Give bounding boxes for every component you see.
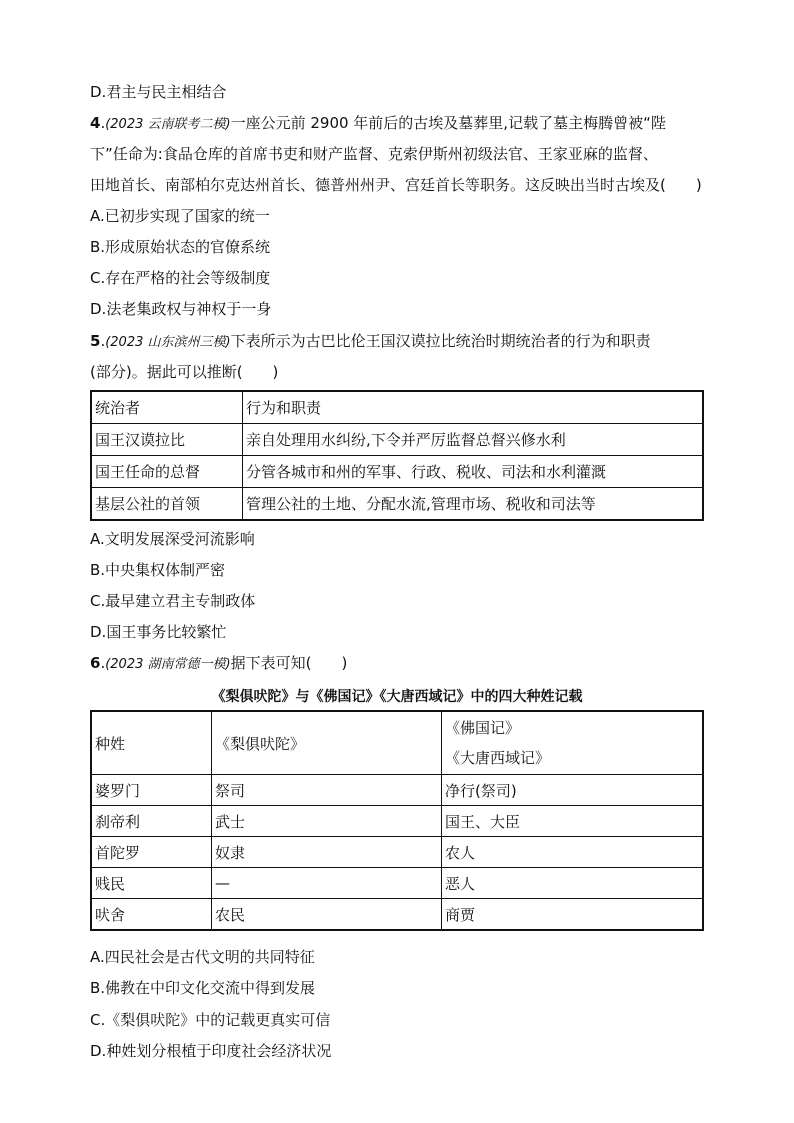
table-row <box>91 488 703 521</box>
q6-source: (2023 湖南常德一模) <box>105 657 231 672</box>
table-cell: 国王汉谟拉比 <box>91 424 243 456</box>
table-cell: 商贾 <box>442 899 704 931</box>
table-cell: — <box>212 868 442 899</box>
table-cell: 吠舍 <box>91 899 212 931</box>
q6-option-c: C.《梨俱吠陀》中的记载更真实可信 <box>90 1011 331 1029</box>
q4-stem-line1: 4.(2023 云南联考二模)一座公元前 2900 年前后的古埃及墓葬里,记载了墓主梅腾曾被“陛 <box>90 114 666 132</box>
table-row <box>91 424 703 456</box>
table-header-cell: 统治者 <box>91 391 243 424</box>
table-header-row <box>91 711 703 775</box>
q5-option-d: D.国王事务比较繁忙 <box>90 623 227 641</box>
q5-number: 5 <box>90 332 101 350</box>
q5-option-c: C.最早建立君主专制政体 <box>90 592 256 610</box>
q6-option-a: A.四民社会是古代文明的共同特征 <box>90 948 315 966</box>
table-header-cell-combined: 《佛国记》 《大唐西域记》 <box>442 711 704 775</box>
table-cell: 武士 <box>212 806 442 837</box>
table-cell: 国王任命的总督 <box>91 456 243 488</box>
q5-stem-line2: (部分)。据此可以推断( ) <box>90 363 279 381</box>
table-cell: 恶人 <box>442 868 704 899</box>
table-cell: 婆罗门 <box>91 775 212 806</box>
table-header-row <box>91 391 703 424</box>
q6-table-caption: 《梨俱吠陀》与《佛国记》《大唐西域记》中的四大种姓记载 <box>211 689 583 705</box>
q4-option-c: C.存在严格的社会等级制度 <box>90 269 271 287</box>
q6-number: 6 <box>90 654 101 672</box>
table-row <box>91 806 703 837</box>
table-cell: 亲自处理用水纠纷,下令并严厉监督总督兴修水利 <box>243 424 704 456</box>
table-header-cell: 《梨俱吠陀》 <box>212 711 442 775</box>
q4-option-b: B.形成原始状态的官僚系统 <box>90 238 271 256</box>
q4-option-a: A.已初步实现了国家的统一 <box>90 207 270 225</box>
table-cell: 首陀罗 <box>91 837 212 868</box>
q4-source: (2023 云南联考二模) <box>105 117 231 132</box>
table-header-cell: 种姓 <box>91 711 212 775</box>
table-cell: 贱民 <box>91 868 212 899</box>
q5-source: (2023 山东滨州三模) <box>105 335 231 350</box>
table-cell: 管理公社的土地、分配水流,管理市场、税收和司法等 <box>243 488 704 521</box>
table-cell: 农民 <box>212 899 442 931</box>
table-cell: 农人 <box>442 837 704 868</box>
table-cell: 国王、大臣 <box>442 806 704 837</box>
q5-option-b: B.中央集权体制严密 <box>90 561 226 579</box>
q6-table <box>90 710 704 931</box>
table-row <box>91 775 703 806</box>
q4-stem-line3: 田地首长、南部柏尔克达州首长、德普州州尹、宫廷首长等职务。这反映出当时古埃及( ) <box>90 176 702 194</box>
q4-option-d: D.法老集政权与神权于一身 <box>90 300 272 318</box>
table-header-cell: 行为和职责 <box>243 391 704 424</box>
q5-table <box>90 390 704 521</box>
table-row <box>91 837 703 868</box>
table-cell: 分管各城市和州的军事、行政、税收、司法和水利灌溉 <box>243 456 704 488</box>
table-cell: 祭司 <box>212 775 442 806</box>
table-cell: 刹帝利 <box>91 806 212 837</box>
prev-option-d: D.君主与民主相结合 <box>90 83 227 101</box>
q6-option-d: D.种姓划分根植于印度社会经济状况 <box>90 1042 332 1060</box>
q6-option-b: B.佛教在中印文化交流中得到发展 <box>90 979 316 997</box>
q4-stem-line2: 下”任命为:食品仓库的首席书吏和财产监督、克索伊斯州初级法官、王家亚麻的监督、 <box>90 145 658 163</box>
q6-stem: 6.(2023 湖南常德一模)据下表可知( ) <box>90 654 348 672</box>
q4-number: 4 <box>90 114 101 132</box>
table-row <box>91 899 703 931</box>
table-cell: 净行(祭司) <box>442 775 704 806</box>
table-row <box>91 456 703 488</box>
q5-option-a: A.文明发展深受河流影响 <box>90 530 255 548</box>
q5-stem-line1: 5.(2023 山东滨州三模)下表所示为古巴比伦王国汉谟拉比统治时期统治者的行为和职责 <box>90 332 651 350</box>
table-cell: 基层公社的首领 <box>91 488 243 521</box>
table-row <box>91 868 703 899</box>
table-cell: 奴隶 <box>212 837 442 868</box>
